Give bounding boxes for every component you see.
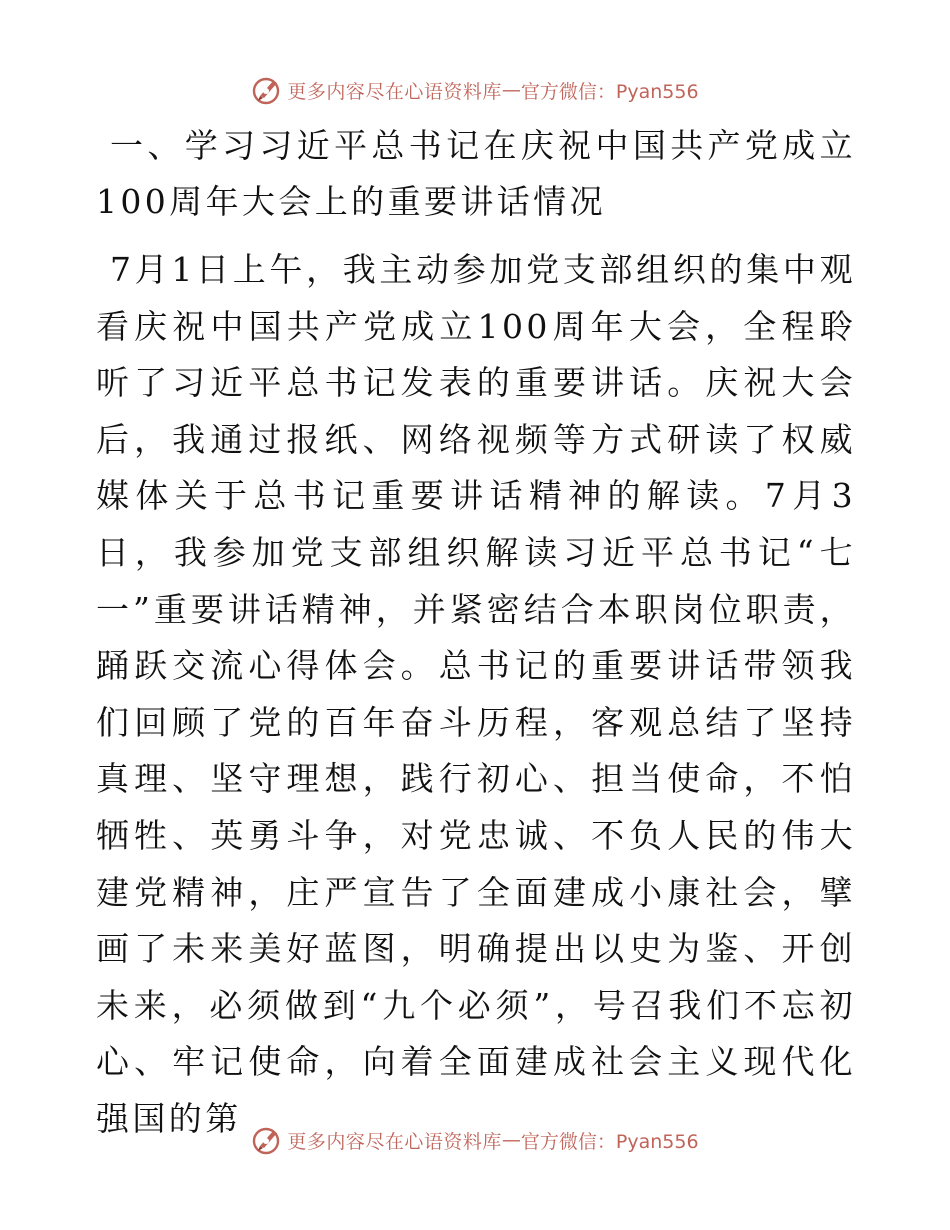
footer-banner-wechat: 官方微信：Pyan556	[520, 1130, 699, 1153]
footer-banner	[0, 1118, 950, 1162]
body-paragraph: 7月1日上午，我主动参加党支部组织的集中观看庆祝中国共产党成立100周年大会，全程聆听了习近平总书记发表的重要讲话。庆祝大会后，我通过报纸、网络视频等方式研读了权威媒体关于总书记重要讲话精神的解读。7月3日，我参加党支部组织解读习近平总书记“七一”重要讲话精神，并紧密结合本职岗位职责，踊跃交流心得体会。总书记的重要讲话带领我们回顾了党的百年奋斗历程，客观总结了坚持真理、坚守理想，践行初心、担当使命，不怕牺牲、英勇斗争，对党忠诚、不负人民的伟大建党精神，庄严宣告了全面建成小康社会，擘画了未来美好蓝图，明确提出以史为鉴、开创未来，必须做到“九个必须”，号召我们不忘初心、牢记使命，向着全面建成社会主义现代化强国的第	[96, 250, 856, 1138]
footer-banner-title: 更多内容尽在心语资料库	[287, 1130, 502, 1153]
section-heading: 一、学习习近平总书记在庆祝中国共产党成立100周年大会上的重要讲话情况	[96, 126, 856, 221]
quill-pen-icon	[251, 1124, 283, 1156]
quill-pen-icon	[251, 74, 283, 106]
banner-separator: —	[501, 79, 521, 101]
banner-wechat: 官方微信：Pyan556	[520, 80, 699, 103]
header-banner	[0, 68, 950, 112]
document-body	[96, 118, 856, 1148]
footer-banner-separator: —	[501, 1129, 521, 1151]
banner-title: 更多内容尽在心语资料库	[287, 80, 502, 103]
